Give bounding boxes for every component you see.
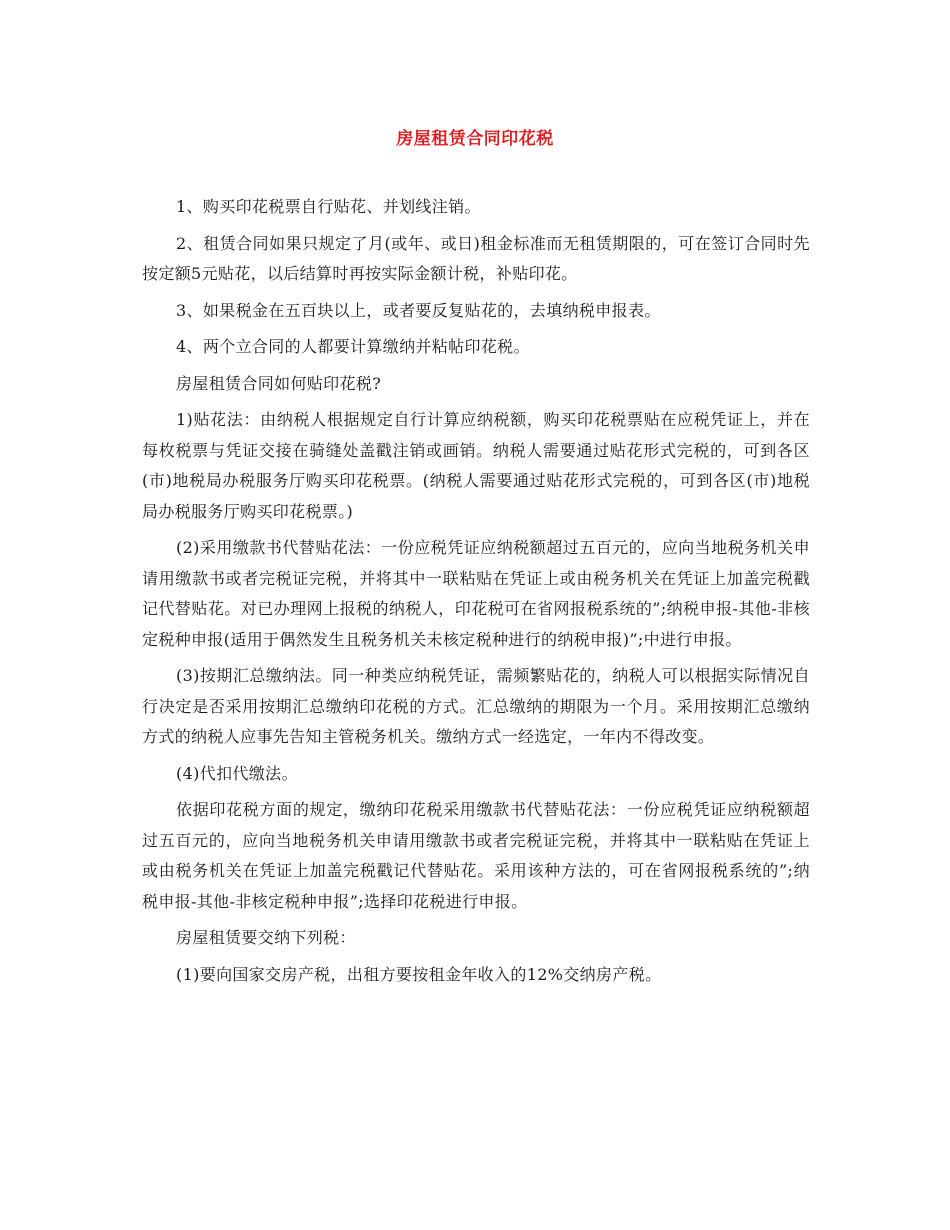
- paragraph: (3)按期汇总缴纳法。同一种类应纳税凭证，需频繁贴花的，纳税人可以根据实际情况自行决定是否采用按期汇总缴纳印花税的方式。汇总缴纳的期限为一个月。采用按期汇总缴纳方式的纳税人应事先告知主管税务机关。缴纳方式一经选定，一年内不得改变。: [142, 666, 810, 746]
- paragraph: (1)要向国家交房产税，出租方要按租金年收入的12%交纳房产税。: [176, 964, 662, 984]
- paragraph: 4、两个立合同的人都要计算缴纳并粘帖印花税。: [176, 337, 530, 356]
- paragraph: 1、购买印花税票自行贴花、并划线注销。: [176, 197, 481, 216]
- document-title: 房屋租赁合同印花税: [396, 129, 554, 149]
- paragraph: 3、如果税金在五百块以上，或者要反复贴花的，去填纳税申报表。: [176, 300, 661, 320]
- paragraph: 1)贴花法：由纳税人根据规定自行计算应纳税额，购买印花税票贴在应税凭证上，并在每枚税票与凭证交接在骑缝处盖戳注销或画销。纳税人需要通过贴花形式完税的，可到各区(市)地税局办税服务厅购买印花税票。(纳税人需要通过贴花形式完税的，可到各区(市)地税局办税服务厅购买印花税票。): [142, 410, 810, 521]
- paragraph: (4)代扣代缴法。: [176, 763, 298, 783]
- paragraph: 房屋租赁合同如何贴印花税?: [176, 373, 382, 393]
- paragraph: 依据印花税方面的规定，缴纳印花税采用缴款书代替贴花法：一份应税凭证应纳税额超过五百元的，应向当地税务机关申请用缴款书或者完税证完税，并将其中一联粘贴在凭证上或由税务机关在凭证上加盖完税戳记代替贴花。采用该种方法的，可在省网报税系统的”;纳税申报-其他-非核定税种申报”;选择印花税进行申报。: [142, 800, 810, 911]
- paragraph: 房屋租赁要交纳下列税：: [176, 928, 356, 947]
- document-body: [142, 192, 810, 996]
- paragraph: 2、租赁合同如果只规定了月(或年、或日)租金标准而无租赁期限的，可在签订合同时先按定额5元贴花，以后结算时再按实际金额计税，补贴印花。: [142, 233, 810, 283]
- paragraph: (2)采用缴款书代替贴花法：一份应税凭证应纳税额超过五百元的，应向当地税务机关申请用缴款书或者完税证完税，并将其中一联粘贴在凭证上或由税务机关在凭证上加盖完税戳记代替贴花。对已办理网上报税的纳税人，印花税可在省网报税系统的”;纳税申报-其他-非核定税种申报(适用于偶然发生且税务机关未核定税种进行的纳税申报)”;中进行申报。: [142, 538, 810, 649]
